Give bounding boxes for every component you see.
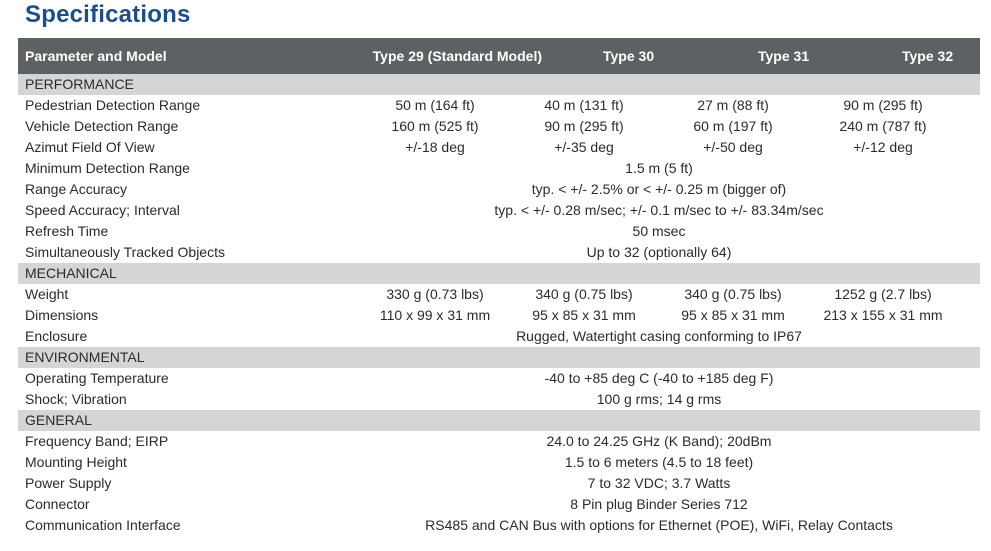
model-value-type-30: 40 m (131 ft) (544, 97, 624, 113)
shared-value (268, 242, 980, 263)
parameter-label: Pedestrian Detection Range (25, 97, 201, 113)
parameter-label: Range Accuracy (25, 181, 127, 197)
parameter-label: Connector (25, 496, 90, 512)
table-row (18, 368, 980, 389)
shared-value-text: 24.0 to 24.25 GHz (K Band); 20dBm (546, 433, 772, 449)
shared-value (268, 158, 980, 179)
table-row (18, 515, 980, 536)
header-type-30: Type 30 (603, 38, 736, 74)
shared-value (268, 431, 980, 452)
section-title: PERFORMANCE (18, 74, 980, 95)
model-value-type-31: 340 g (0.75 lbs) (684, 286, 782, 302)
parameter-label: Shock; Vibration (25, 391, 127, 407)
model-value-type-31: 27 m (88 ft) (697, 97, 769, 113)
shared-value (268, 389, 980, 410)
shared-value (268, 494, 980, 515)
parameter-label: Power Supply (25, 475, 112, 491)
model-value-type-29: 330 g (0.73 lbs) (386, 286, 484, 302)
parameter-label: Minimum Detection Range (25, 160, 190, 176)
model-value-type-32: 240 m (787 ft) (839, 118, 927, 134)
shared-value (268, 179, 980, 200)
shared-value-text: 100 g rms; 14 g rms (596, 391, 722, 407)
shared-value (268, 515, 980, 536)
table-row (18, 305, 980, 326)
model-values (268, 116, 980, 137)
section-header-performance (18, 74, 980, 95)
table-row (18, 494, 980, 515)
model-values (268, 95, 980, 116)
model-values (268, 137, 980, 158)
model-value-type-29: 110 x 99 x 31 mm (379, 307, 491, 323)
model-value-type-30: +/-35 deg (554, 139, 614, 155)
shared-value-text: typ. < +/- 0.28 m/sec; +/- 0.1 m/sec to +/- 83.34m/sec (494, 202, 824, 218)
model-value-type-30: 95 x 85 x 31 mm (532, 307, 636, 323)
table-row (18, 137, 980, 158)
parameter-label: Azimut Field Of View (25, 139, 155, 155)
table-row (18, 179, 980, 200)
parameter-label: Simultaneously Tracked Objects (25, 244, 225, 260)
parameter-label: Refresh Time (25, 223, 109, 239)
shared-value (268, 368, 980, 389)
table-row (18, 326, 980, 347)
table-row (18, 431, 980, 452)
shared-value-text: Rugged, Watertight casing conforming to IP67 (516, 328, 802, 344)
section-header-mechanical (18, 263, 980, 284)
model-value-type-31: +/-50 deg (703, 139, 763, 155)
parameter-label: Dimensions (25, 307, 99, 323)
shared-value-text: -40 to +85 deg C (-40 to +185 deg F) (544, 370, 774, 386)
model-value-type-29: +/-18 deg (405, 139, 465, 155)
model-value-type-29: 160 m (525 ft) (391, 118, 479, 134)
shared-value-text: 1.5 m (5 ft) (625, 160, 693, 176)
table-row (18, 452, 980, 473)
table-row (18, 242, 980, 263)
shared-value-text: 7 to 32 VDC; 3.7 Watts (587, 475, 731, 491)
table-header-row (18, 38, 980, 74)
parameter-label: Operating Temperature (25, 370, 169, 386)
section-title: ENVIRONMENTAL (18, 347, 980, 368)
table-row (18, 200, 980, 221)
header-type-29: Type 29 (Standard Model) (268, 38, 603, 74)
model-value-type-32: 1252 g (2.7 lbs) (834, 286, 932, 302)
model-values (268, 305, 980, 326)
table-row (18, 95, 980, 116)
model-value-type-30: 90 m (295 ft) (544, 118, 624, 134)
model-value-type-30: 340 g (0.75 lbs) (535, 286, 633, 302)
header-parameter-and-model: Parameter and Model (18, 38, 268, 74)
model-value-type-31: 95 x 85 x 31 mm (681, 307, 785, 323)
header-type-32: Type 32 (902, 38, 980, 74)
page-title: Specifications (25, 1, 191, 28)
shared-value (268, 200, 980, 221)
shared-value-text: RS485 and CAN Bus with options for Ethernet (POE), WiFi, Relay Contacts (425, 517, 893, 533)
shared-value (268, 452, 980, 473)
parameter-label: Mounting Height (25, 454, 127, 470)
section-header-general (18, 410, 980, 431)
parameter-label: Enclosure (25, 328, 88, 344)
model-value-type-32: 90 m (295 ft) (843, 97, 923, 113)
model-value-type-29: 50 m (164 ft) (395, 97, 475, 113)
table-row (18, 473, 980, 494)
section-header-environmental (18, 347, 980, 368)
table-body (18, 74, 980, 536)
section-title: GENERAL (18, 410, 980, 431)
section-title: MECHANICAL (18, 263, 980, 284)
parameter-label: Speed Accuracy; Interval (25, 202, 180, 218)
shared-value (268, 473, 980, 494)
model-value-type-31: 60 m (197 ft) (693, 118, 773, 134)
table-row (18, 158, 980, 179)
shared-value (268, 221, 980, 242)
shared-value (268, 326, 980, 347)
table-row (18, 389, 980, 410)
table-row (18, 116, 980, 137)
parameter-label: Communication Interface (25, 517, 181, 533)
parameter-label: Weight (25, 286, 69, 302)
specifications-table (18, 38, 980, 536)
table-row (18, 221, 980, 242)
shared-value-text: 1.5 to 6 meters (4.5 to 18 feet) (564, 454, 754, 470)
parameter-label: Frequency Band; EIRP (25, 433, 169, 449)
model-value-type-32: 213 x 155 x 31 mm (823, 307, 943, 323)
shared-value-text: Up to 32 (optionally 64) (586, 244, 732, 260)
table-row (18, 284, 980, 305)
shared-value-text: typ. < +/- 2.5% or < +/- 0.25 m (bigger of) (531, 181, 787, 197)
model-value-type-32: +/-12 deg (853, 139, 913, 155)
shared-value-text: 50 msec (632, 223, 686, 239)
model-values (268, 284, 980, 305)
header-type-31: Type 31 (736, 38, 902, 74)
parameter-label: Vehicle Detection Range (25, 118, 179, 134)
shared-value-text: 8 Pin plug Binder Series 712 (570, 496, 748, 512)
